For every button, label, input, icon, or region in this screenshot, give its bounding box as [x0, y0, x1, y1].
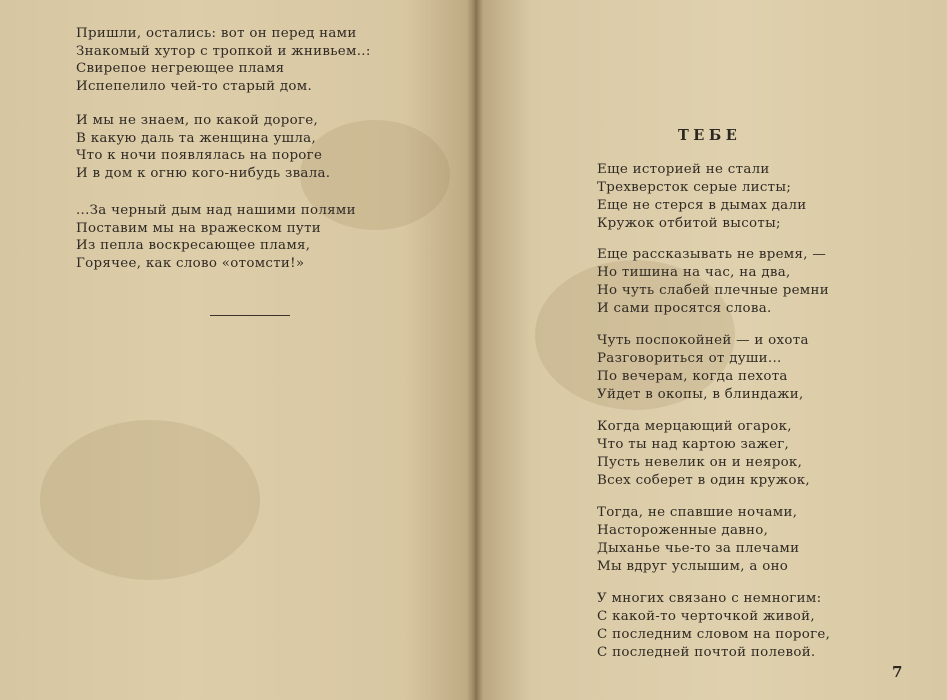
poem-stanza: [597, 504, 799, 576]
poem-stanza: [597, 246, 829, 318]
poem-line: Когда мерцающий огарок,: [597, 419, 792, 434]
poem-line: И в дом к огню кого-нибудь звала.: [76, 165, 331, 181]
poem-stanza: [597, 418, 810, 490]
poem-line: В какую даль та женщина ушла,: [76, 130, 317, 146]
poem-line: Знакомый хутор с тропкой и жнивьем..:: [76, 43, 371, 59]
poem-line: Всех соберет в один кружок,: [597, 473, 810, 488]
poem-line: И мы не знаем, по какой дороге,: [76, 113, 319, 128]
poem-line: С последним словом на пороге,: [597, 627, 831, 642]
poem-stanza: [597, 161, 806, 233]
poem-line: Пусть невелик он и неярок,: [597, 455, 803, 470]
poem-stanza: [76, 202, 356, 272]
poem-line: Разговориться от души...: [597, 351, 782, 366]
poem-line: И сами просятся слова.: [597, 301, 772, 316]
page-number: 7: [892, 663, 903, 681]
poem-line: Тогда, не спавшие ночами,: [597, 505, 798, 520]
poem-line: Еще рассказывать не время, —: [597, 247, 827, 262]
poem-line: Пришли, остались: вот он перед нами: [76, 26, 357, 41]
poem-line: Но чуть слабей плечные ремни: [597, 283, 829, 298]
poem-line: Мы вдруг услышим, а оно: [597, 559, 789, 574]
poem-line: Еще не стерся в дымах дали: [597, 198, 807, 213]
paper-stain: [40, 420, 260, 580]
poem-line: Испепелило чей-то старый дом.: [76, 78, 313, 94]
poem-stanza: [76, 112, 330, 182]
poem-line: Трехверсток серые листы;: [597, 180, 792, 195]
poem-line: Уйдет в окопы, в блиндажи,: [597, 387, 804, 402]
poem-line: Из пепла воскресающее пламя,: [76, 238, 311, 253]
section-divider-rule: [210, 315, 290, 316]
poem-line: Но тишина на час, на два,: [597, 265, 791, 280]
poem-line: Дыханье чье-то за плечами: [597, 541, 800, 556]
poem-line: Что к ночи появлялась на пороге: [76, 148, 323, 163]
poem-title: ТЕБЕ: [678, 127, 742, 144]
poem-line: Чуть поспокойней — и охота: [597, 333, 809, 348]
poem-line: Что ты над картою зажег,: [597, 437, 790, 452]
poem-line: С какой-то черточкой живой,: [597, 609, 815, 624]
poem-line: По вечерам, когда пехота: [597, 369, 788, 384]
poem-line: С последней почтой полевой.: [597, 645, 816, 660]
poem-line: У многих связано с немногим:: [597, 591, 822, 606]
poem-stanza: [597, 332, 809, 404]
poem-line: ...За черный дым над нашими полями: [76, 203, 356, 218]
poem-line: Кружок отбитой высоты;: [597, 216, 781, 231]
poem-stanza: [597, 590, 830, 662]
poem-line: Свирепое негреющее пламя: [76, 61, 285, 76]
book-spine-fold: [467, 0, 483, 700]
poem-stanza: [76, 25, 371, 95]
poem-line: Еще историей не стали: [597, 162, 770, 177]
poem-line: Настороженные давно,: [597, 523, 769, 538]
poem-line: Горячее, как слово «отомсти!»: [76, 255, 305, 271]
poem-line: Поставим мы на вражеском пути: [76, 220, 322, 236]
